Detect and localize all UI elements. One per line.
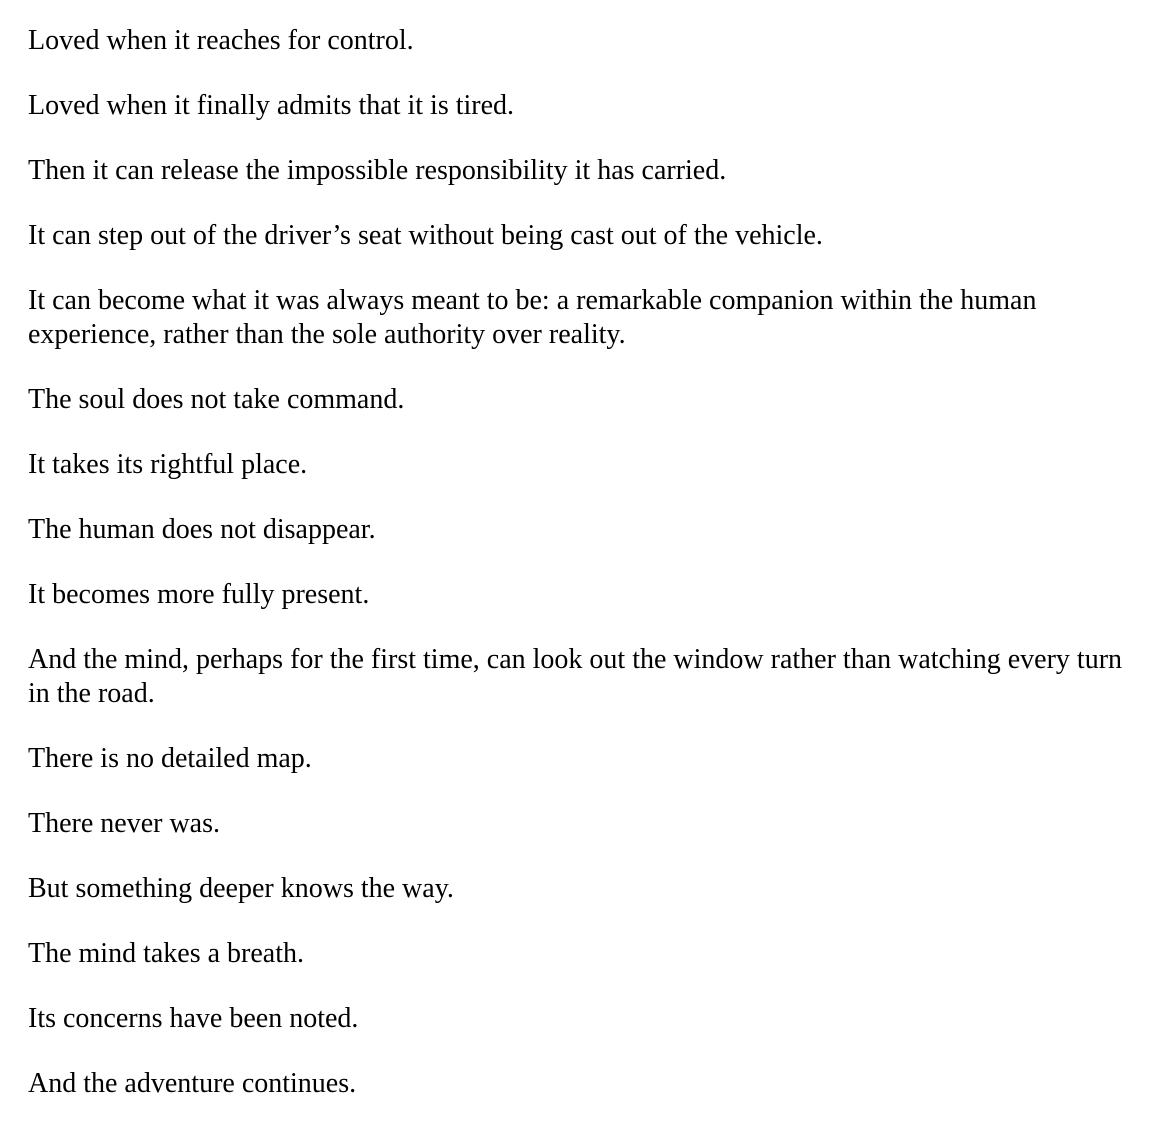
paragraph-4: It can step out of the driver’s seat without being cast out of the vehicle. bbox=[28, 220, 823, 251]
paragraph-10: And the mind, perhaps for the first time, can look out the window rather than watching every turn in the road. bbox=[28, 644, 1123, 709]
paragraph-15: Its concerns have been noted. bbox=[28, 1003, 359, 1034]
paragraph-12: There never was. bbox=[28, 808, 221, 839]
paragraph-9: It becomes more fully present. bbox=[28, 579, 370, 610]
paragraph-3: Then it can release the impossible responsibility it has carried. bbox=[28, 155, 727, 186]
paragraph-2: Loved when it finally admits that it is tired. bbox=[28, 90, 515, 121]
paragraph-7: It takes its rightful place. bbox=[28, 449, 308, 480]
paragraph-13: But something deeper knows the way. bbox=[28, 873, 454, 904]
paragraph-11: There is no detailed map. bbox=[28, 743, 312, 774]
paragraph-16: And the adventure continues. bbox=[28, 1068, 357, 1099]
paragraph-14: The mind takes a breath. bbox=[28, 938, 305, 969]
paragraph-8: The human does not disappear. bbox=[28, 514, 376, 545]
paragraph-1: Loved when it reaches for control. bbox=[28, 25, 414, 56]
paragraph-6: The soul does not take command. bbox=[28, 384, 405, 415]
paragraph-5: It can become what it was always meant to be: a remarkable companion within the human experience, rather than the sole authority over reality. bbox=[28, 285, 1037, 350]
